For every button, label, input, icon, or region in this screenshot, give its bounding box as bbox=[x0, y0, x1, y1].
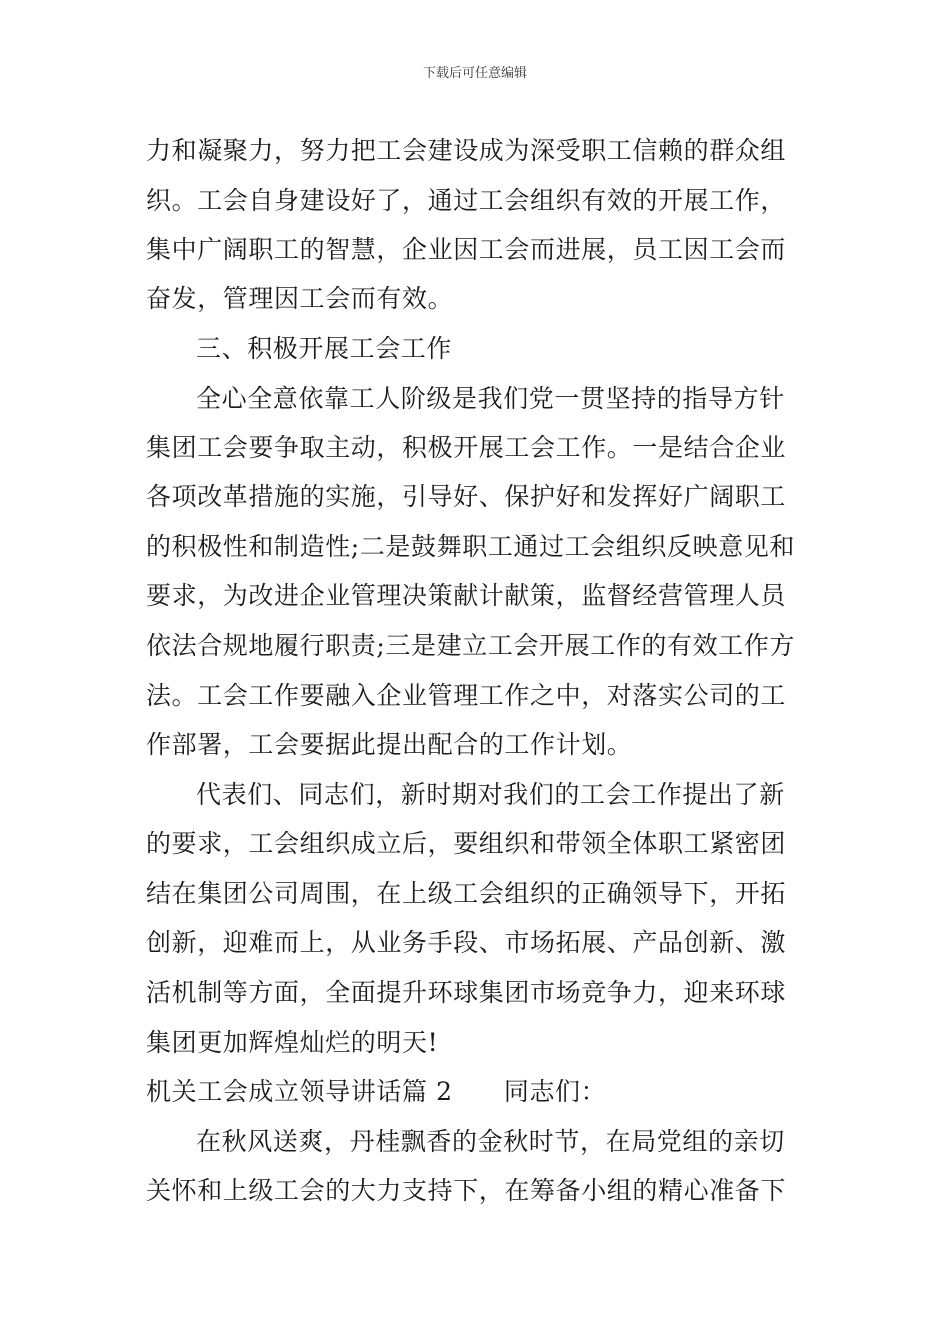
text-line: 在秋风送爽，丹桂飘香的金秋时节，在局党组的亲切 bbox=[196, 1127, 785, 1156]
text-line: 各项改革措施的实施，引导好、保护好和发挥好广阔职工 bbox=[146, 482, 787, 511]
text-line: 结在集团公司周围，在上级工会组织的正确领导下，开拓 bbox=[146, 879, 787, 908]
text-line: 力和凝聚力，努力把工会建设成为深受职工信赖的群众组 bbox=[146, 136, 787, 165]
text-line: 关怀和上级工会的大力支持下，在筹备小组的精心准备下 bbox=[146, 1176, 787, 1205]
text-line: 要求，为改进企业管理决策献计献策，监督经营管理人员 bbox=[146, 581, 787, 610]
text-line: 集团更加辉煌灿烂的明天! bbox=[146, 1028, 439, 1057]
text-line: 集团工会要争取主动，积极开展工会工作。一是结合企业 bbox=[146, 433, 787, 462]
text-line: 活机制等方面，全面提升环球集团市场竞争力，迎来环球 bbox=[146, 978, 787, 1007]
text-line: 作部署，工会要据此提出配合的工作计划。 bbox=[146, 730, 633, 759]
text-line: 集中广阔职工的智慧，企业因工会而进展，员工因工会而 bbox=[146, 235, 787, 264]
text-line: 的要求，工会组织成立后，要组织和带领全体职工紧密团 bbox=[146, 829, 787, 858]
text-line: 代表们、同志们，新时期对我们的工会工作提出了新 bbox=[196, 780, 785, 809]
text-line: 依法合规地履行职责;三是建立工会开展工作的有效工作方 bbox=[146, 631, 796, 660]
page-header: 下载后可任意编辑 bbox=[422, 66, 527, 81]
text-line: 创新，迎难而上，从业务手段、市场拓展、产品创新、激 bbox=[146, 928, 787, 957]
article-title-line: 机关工会成立领导讲话篇 2 同志们： bbox=[146, 1077, 607, 1106]
text-line: 织。工会自身建设好了，通过工会组织有效的开展工作， bbox=[146, 186, 787, 215]
text-line: 法。工会工作要融入企业管理工作之中，对落实公司的工 bbox=[146, 681, 787, 710]
section-heading: 三、积极开展工会工作 bbox=[196, 334, 453, 363]
text-line: 的积极性和制造性;二是鼓舞职工通过工会组织反映意见和 bbox=[146, 532, 796, 561]
text-line: 奋发，管理因工会而有效。 bbox=[146, 284, 454, 313]
text-line: 全心全意依靠工人阶级是我们党一贯坚持的指导方针 bbox=[196, 384, 785, 413]
